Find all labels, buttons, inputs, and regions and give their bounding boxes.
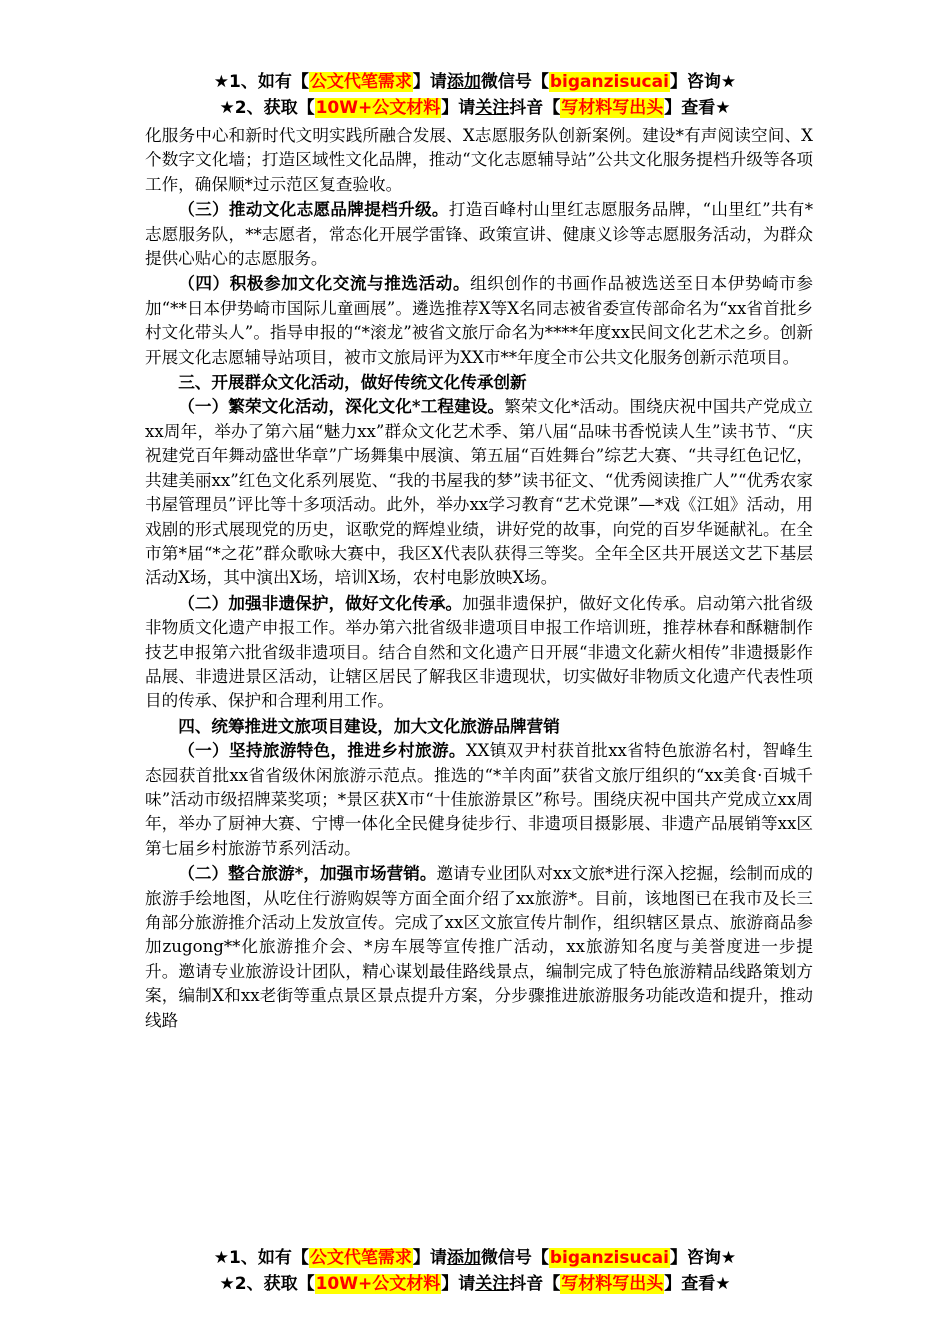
banner-text: 微信号【 — [480, 72, 549, 92]
banner-underlined: 关注 — [475, 98, 510, 118]
header-banner-line-2 — [0, 96, 950, 120]
paragraph: 化服务中心和新时代文明实践所融合发展、X志愿服务队创新案例。建设*有声阅读空间、X个数字文化墙；打造区域性文化品牌，推动“文化志愿辅导站”公共文化服务提档升级等各项工作，确保顺*过示范区复查验收。 — [145, 126, 813, 194]
banner-text: ★2、获取【 — [219, 98, 315, 118]
banner-text: 】查看★ — [664, 1274, 731, 1294]
paragraph-heading: （四）积极参加文化交流与推选活动。 — [178, 273, 471, 294]
section-heading: 四、统筹推进文旅项目建设，加大文化旅游品牌营销 — [178, 715, 560, 736]
paragraph — [145, 394, 813, 590]
banner-text: 】请 — [441, 1274, 476, 1294]
banner-text: 】咨询★ — [669, 1248, 737, 1268]
banner-text: 】查看★ — [664, 98, 731, 118]
banner-douyin-id: 写材料写出头 — [561, 1274, 664, 1294]
banner-text: ★1、如有【 — [213, 1248, 309, 1268]
footer-banner-line-1 — [0, 1246, 950, 1270]
paragraph — [145, 591, 813, 714]
banner-text: ★1、如有【 — [213, 72, 309, 92]
banner-text: 】请 — [412, 1248, 447, 1268]
banner-wechat-id: biganzisucai — [549, 1248, 669, 1268]
banner-text: 】请 — [412, 72, 447, 92]
document-body — [145, 124, 813, 1033]
paragraph-heading: （二）整合旅游*，加强市场营销。 — [178, 863, 437, 884]
paragraph-text: XX镇双尹村获首批xx省特色旅游名村，智峰生态园获首批xx省省级休闲旅游示范点。推选的“*羊肉面”获省文旅厅组织的“xx美食·百城千味”活动市级招牌菜奖项；*景区获X市“十佳旅游景区”称号。围绕庆祝中国共产党成立xx周年，举办了厨神大赛、宁博一体化全民健身徒步行、非遗项目摄影展、非遗产品展销等xx区第七届乡村旅游节系列活动。 — [145, 741, 814, 858]
header-banner-line-1 — [0, 70, 950, 94]
banner-text: ★2、获取【 — [219, 1274, 315, 1294]
banner-text: 抖音【 — [509, 1274, 561, 1294]
banner-highlight: 10W+公文材料 — [315, 1274, 441, 1294]
banner-highlight: 公文代笔需求 — [309, 72, 412, 92]
paragraph-heading: （三）推动文化志愿品牌提档升级。 — [178, 199, 449, 220]
banner-text: 】请 — [441, 98, 476, 118]
paragraph-text: 加强非遗保护，做好文化传承。启动第六批省级非物质文化遗产申报工作。举办第六批省级非遗项目申报工作培训班，推荐林春和酥糖制作技艺申报第六批省级非遗项目。结合自然和文化遗产日开展“非遗文化薪火相传”非遗摄影作品展、非遗进景区活动，让辖区居民了解我区非遗现状，切实做好非物质文化遗产代表性项目的传承、保护和合理利用工作。 — [145, 593, 813, 711]
paragraph-text: 邀请专业团队对xx文旅*进行深入挖掘，绘制而成的旅游手绘地图，从吃住行游购娱等方面全面介绍了xx旅游*。目前，该地图已在我市及长三角部分旅游推介活动上发放宣传。完成了xx区文旅宣传片制作，组织辖区景点、旅游商品参加zugong**化旅游推介会、*房车展等宣传推广活动，xx旅游知名度与美誉度进一步提升。邀请专业旅游设计团队，精心谋划最佳路线景点，编制完成了特色旅游精品线路策划方案，编制X和xx老街等重点景区景点提升方案，分步骤推进旅游服务功能改造和提升，推动线路 — [145, 864, 814, 1030]
paragraph-text: 繁荣文化*活动。围绕庆祝中国共产党成立xx周年，举办了第六届“魅力xx”群众文化艺术季、第八届“品味书香悦读人生”读书节、“庆祝建党百年舞动盛世华章”广场舞集中展演、第五届“百姓舞台”综艺大赛、“共寻红色记忆，共建美丽xx”红色文化系列展览、“我的书屋我的梦”读书征文、“优秀阅读推广人”“优秀农家书屋管理员”评比等十多项活动。此外，举办xx学习教育“艺术党课”—*戏《江姐》活动，用戏剧的形式展现党的历史，讴歌党的辉煌业绩，讲好党的故事，向党的百岁华诞献礼。在全市第*届“*之花”群众歌咏大赛中，我区X代表队获得三等奖。全年全区共开展送文艺下基层活动X场，其中演出X场，培训X场，农村电影放映X场。 — [145, 397, 813, 588]
banner-wechat-id: biganzisucai — [549, 72, 669, 92]
paragraph-heading: （一）繁荣文化活动，深化文化*工程建设。 — [178, 396, 505, 417]
banner-highlight: 公文代笔需求 — [309, 1248, 412, 1268]
banner-underlined: 添加 — [446, 1248, 481, 1268]
paragraph — [145, 861, 813, 1033]
banner-text: 】咨询★ — [669, 72, 737, 92]
banner-text: 微信号【 — [480, 1248, 549, 1268]
paragraph — [145, 271, 813, 370]
paragraph-heading: （二）加强非遗保护，做好文化传承。 — [178, 592, 463, 613]
paragraph-heading: （一）坚持旅游特色，推进乡村旅游。 — [178, 740, 466, 761]
banner-underlined: 添加 — [446, 72, 481, 92]
banner-underlined: 关注 — [475, 1274, 510, 1294]
section-heading: 三、开展群众文化活动，做好传统文化传承创新 — [178, 372, 527, 393]
banner-text: 抖音【 — [509, 98, 561, 118]
paragraph — [145, 197, 813, 271]
paragraph-text: 组织创作的书画作品被选送至日本伊势崎市参加“**日本伊势崎市国际儿童画展”。遴选推荐X等X名同志被省委宣传部命名为“xx省首批乡村文化带头人”。指导申报的“*滚龙”被省文旅厅命名为****年度xx民间文化艺术之乡。创新开展文化志愿辅导站项目，被市文旅局评为XX市**年度全市公共文化服务创新示范项目。 — [145, 274, 813, 367]
banner-douyin-id: 写材料写出头 — [561, 98, 664, 118]
footer-banner-line-2 — [0, 1272, 950, 1296]
paragraph-text: 打造百峰村山里红志愿服务品牌，“山里红”共有*志愿服务队，**志愿者，常态化开展学雷锋、政策宣讲、健康义诊等志愿服务活动，为群众提供心贴心的志愿服务。 — [145, 200, 813, 269]
banner-highlight: 10W+公文材料 — [315, 98, 441, 118]
paragraph — [145, 738, 813, 861]
